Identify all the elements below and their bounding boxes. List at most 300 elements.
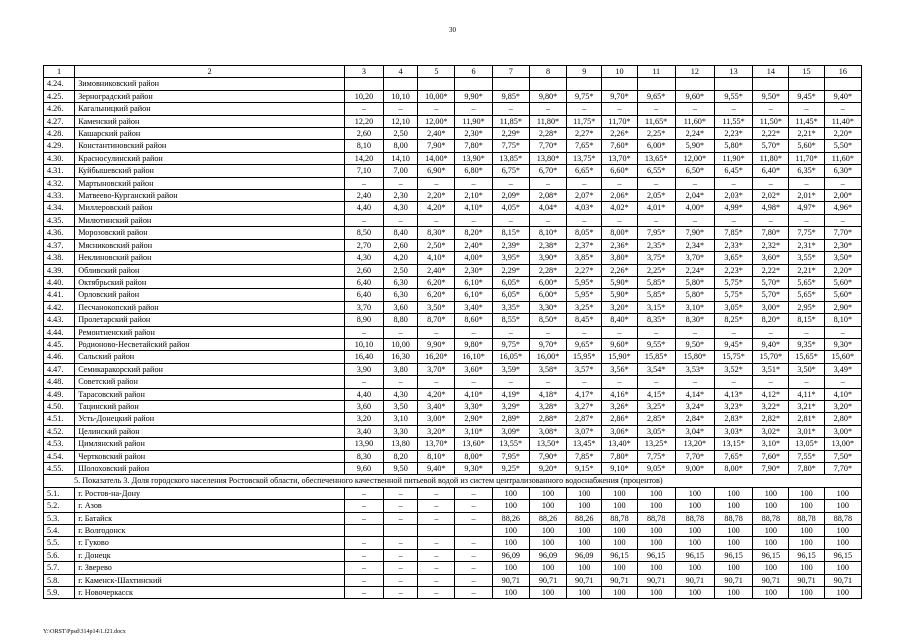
value-cell: 88,26 [492,512,529,524]
value-cell: 8,50 [344,227,383,239]
value-cell: 4,16* [602,388,637,400]
header-row [44,66,862,78]
value-cell: 11,85* [492,115,529,127]
value-cell: – [384,177,418,189]
value-cell: 3,49* [824,363,861,375]
value-cell: 9,55* [637,338,675,350]
row-number: 4.25. [44,90,75,102]
value-cell: 3,30* [455,400,492,412]
column-number-header: 12 [675,66,714,78]
value-cell: 2,27* [567,264,602,276]
value-cell: 3,50* [824,252,861,264]
value-cell: 88,78 [715,512,753,524]
row-number: 4.28. [44,128,75,140]
value-cell: 3,04* [675,425,714,437]
table-row [44,512,862,524]
row-name: Песчанокопский район [75,301,345,313]
value-cell [418,525,455,537]
value-cell: 16,10* [455,351,492,363]
value-cell: – [384,562,418,574]
value-cell: 2,30 [384,190,418,202]
row-number: 4.37. [44,239,75,251]
value-cell: 100 [602,525,637,537]
value-cell: 6,70* [529,165,566,177]
value-cell: 4,10* [418,252,455,264]
value-cell: 2,86* [602,413,637,425]
value-cell: 4,10* [824,388,861,400]
value-cell: 100 [824,525,861,537]
value-cell: 16,00* [529,351,566,363]
value-cell: 4,05* [492,202,529,214]
value-cell: – [602,376,637,388]
value-cell: 5,65* [789,276,824,288]
value-cell: – [344,549,383,561]
value-cell: 14,20 [344,152,383,164]
table-row [44,314,862,326]
value-cell: – [344,500,383,512]
value-cell: 100 [715,587,753,599]
value-cell: 6,50* [675,165,714,177]
value-cell: 6,30* [824,165,861,177]
column-number-header: 14 [753,66,789,78]
table-row [44,227,862,239]
value-cell: 100 [602,500,637,512]
row-number: 4.51. [44,413,75,425]
value-cell: – [418,376,455,388]
row-number: 4.32. [44,177,75,189]
value-cell: 11,80* [753,152,789,164]
value-cell [715,78,753,90]
value-cell: 4,20 [384,252,418,264]
table-row [44,152,862,164]
value-cell: – [567,177,602,189]
value-cell: 90,71 [753,574,789,586]
value-cell: 2,28* [529,128,566,140]
value-cell: 2,89* [492,413,529,425]
value-cell: 8,10* [418,450,455,462]
value-cell: 90,71 [529,574,566,586]
value-cell: 9,60* [675,90,714,102]
value-cell: 2,82* [753,413,789,425]
value-cell: 2,25* [637,128,675,140]
row-number: 4.30. [44,152,75,164]
value-cell: 15,85* [637,351,675,363]
table-row [44,587,862,599]
table-row [44,214,862,226]
value-cell: 7,75* [637,450,675,462]
value-cell: 8,50* [529,314,566,326]
row-name: Усть-Донецкий район [75,413,345,425]
value-cell: 3,50* [418,301,455,313]
value-cell: 3,70 [344,301,383,313]
value-cell: 3,08* [529,425,566,437]
value-cell: 11,50* [753,115,789,127]
table-row [44,90,862,102]
value-cell: 4,13* [715,388,753,400]
value-cell: 11,60* [824,152,861,164]
value-cell: 12,20 [344,115,383,127]
column-number-header: 6 [455,66,492,78]
value-cell: 15,70* [753,351,789,363]
value-cell: 100 [753,500,789,512]
value-cell: 96,09 [529,549,566,561]
value-cell: 100 [824,587,861,599]
value-cell: 3,40* [418,400,455,412]
value-cell: 5,70* [753,276,789,288]
value-cell: 7,00 [384,165,418,177]
value-cell: 15,95* [567,351,602,363]
value-cell: 2,39* [492,239,529,251]
value-cell: – [384,500,418,512]
table-row [44,549,862,561]
value-cell: 100 [824,500,861,512]
row-number: 4.35. [44,214,75,226]
value-cell: 10,20 [344,90,383,102]
value-cell: 4,96* [824,202,861,214]
value-cell: 4,11* [789,388,824,400]
value-cell: 90,71 [637,574,675,586]
value-cell: 4,30 [384,202,418,214]
value-cell: 13,40* [602,438,637,450]
value-cell: 7,90* [418,140,455,152]
value-cell: 2,80* [824,413,861,425]
value-cell: 11,90* [455,115,492,127]
value-cell: – [384,487,418,499]
row-number: 5.5. [44,537,75,549]
value-cell [602,78,637,90]
row-number: 4.53. [44,438,75,450]
value-cell: 16,20* [418,351,455,363]
column-number-header: 2 [75,66,345,78]
value-cell: 2,90* [824,301,861,313]
value-cell: 4,30 [384,388,418,400]
column-number-header: 4 [384,66,418,78]
value-cell: 5,85* [637,289,675,301]
value-cell: 3,35* [492,301,529,313]
value-cell: – [789,214,824,226]
row-name: Матвеево-Курганский район [75,190,345,202]
value-cell [675,78,714,90]
value-cell: 13,45* [567,438,602,450]
value-cell: – [529,376,566,388]
value-cell [455,525,492,537]
value-cell: – [455,587,492,599]
value-cell: – [753,177,789,189]
value-cell: 3,00* [418,413,455,425]
value-cell: 8,00* [715,463,753,475]
value-cell: 9,75* [492,338,529,350]
value-cell: 9,00* [675,463,714,475]
column-number-header: 11 [637,66,675,78]
value-cell: – [715,214,753,226]
value-cell: 100 [567,587,602,599]
value-cell: 3,54* [637,363,675,375]
value-cell: 11,40* [824,115,861,127]
value-cell: 13,25* [637,438,675,450]
value-cell: 8,40 [384,227,418,239]
column-number-header: 16 [824,66,861,78]
value-cell: 4,40 [344,202,383,214]
value-cell: 2,50* [418,239,455,251]
value-cell: 4,00* [675,202,714,214]
value-cell: 3,20* [418,425,455,437]
value-cell: 10,00 [384,338,418,350]
value-cell: – [753,376,789,388]
value-cell: 9,65* [567,338,602,350]
value-cell: 100 [637,587,675,599]
value-cell: 100 [824,487,861,499]
value-cell: – [344,562,383,574]
value-cell: 8,90 [344,314,383,326]
row-number: 5.8. [44,574,75,586]
value-cell: 7,50* [824,450,861,462]
value-cell: 100 [789,525,824,537]
value-cell: 2,40* [418,128,455,140]
value-cell: – [418,549,455,561]
table-row [44,400,862,412]
value-cell: – [418,500,455,512]
value-cell: 2,26* [602,128,637,140]
value-cell: 6,30 [384,276,418,288]
value-cell: – [418,512,455,524]
value-cell: 5,65* [789,289,824,301]
value-cell: 8,20* [455,227,492,239]
value-cell: – [344,177,383,189]
value-cell: 6,75* [492,165,529,177]
row-name: г. Новочеркасск [75,587,345,599]
value-cell: – [384,103,418,115]
value-cell: 3,85* [567,252,602,264]
value-cell: 4,17* [567,388,602,400]
value-cell: 7,80* [789,463,824,475]
value-cell: – [384,574,418,586]
row-name: г. Волгодонск [75,525,345,537]
value-cell [789,78,824,90]
value-cell: 100 [602,587,637,599]
row-number: 4.38. [44,252,75,264]
value-cell: 3,03* [715,425,753,437]
row-name: г. Азов [75,500,345,512]
row-name: Шолоховский район [75,463,345,475]
table-row [44,276,862,288]
value-cell: – [675,103,714,115]
value-cell: 5,70* [753,289,789,301]
value-cell: 2,70 [344,239,383,251]
table-row [44,338,862,350]
row-name: Тарасовский район [75,388,345,400]
value-cell [824,78,861,90]
value-cell: – [492,214,529,226]
value-cell: 2,24* [675,264,714,276]
value-cell: – [637,326,675,338]
table-row [44,574,862,586]
value-cell: 2,50 [384,264,418,276]
row-name: Пролетарский район [75,314,345,326]
value-cell: 2,20* [418,190,455,202]
value-cell: 9,20* [529,463,566,475]
value-cell: 5,60* [824,276,861,288]
value-cell: 8,30* [675,314,714,326]
value-cell: 3,09* [492,425,529,437]
value-cell: 9,10* [602,463,637,475]
value-cell: – [455,326,492,338]
value-cell: 4,30 [344,252,383,264]
value-cell: 6,10* [455,289,492,301]
value-cell: 2,25* [637,264,675,276]
value-cell: 6,05* [492,289,529,301]
value-cell: 8,00* [602,227,637,239]
value-cell: 3,95* [492,252,529,264]
column-number-header: 7 [492,66,529,78]
value-cell: – [567,376,602,388]
value-cell: 2,83* [715,413,753,425]
table-row [44,363,862,375]
value-cell: 2,60 [344,264,383,276]
value-cell: 8,20* [753,314,789,326]
value-cell: 9,50 [384,463,418,475]
value-cell: 6,40 [344,289,383,301]
value-cell: 100 [675,587,714,599]
value-cell: 2,05* [637,190,675,202]
table-row [44,202,862,214]
value-cell: 7,60* [602,140,637,152]
value-cell: 9,60* [602,338,637,350]
value-cell: 8,40* [602,314,637,326]
value-cell: 3,01* [789,425,824,437]
value-cell: 3,50 [384,400,418,412]
value-cell: – [602,177,637,189]
value-cell: – [344,587,383,599]
value-cell: 96,15 [602,549,637,561]
value-cell: 4,01* [637,202,675,214]
value-cell: 11,75* [567,115,602,127]
table-row [44,413,862,425]
value-cell: 100 [789,487,824,499]
value-cell: 2,38* [529,239,566,251]
value-cell: 8,25* [715,314,753,326]
value-cell: 3,15* [637,301,675,313]
value-cell: 9,30* [455,463,492,475]
value-cell: 8,00* [455,450,492,462]
value-cell: – [344,487,383,499]
value-cell: 88,26 [529,512,566,524]
row-number: 4.39. [44,264,75,276]
value-cell: 100 [715,500,753,512]
value-cell: – [602,103,637,115]
row-number: 4.46. [44,351,75,363]
value-cell: 6,00* [637,140,675,152]
value-cell: 2,30* [455,128,492,140]
value-cell: 3,05* [715,301,753,313]
row-name: г. Ростов-на-Дону [75,487,345,499]
value-cell: 96,15 [753,549,789,561]
value-cell: 9,15* [567,463,602,475]
value-cell: – [455,177,492,189]
value-cell: 6,40 [344,276,383,288]
value-cell: 2,87* [567,413,602,425]
table-row [44,301,862,313]
row-number: 4.31. [44,165,75,177]
value-cell: – [455,214,492,226]
value-cell: 8,15* [789,314,824,326]
value-cell: 7,80* [455,140,492,152]
value-cell: 11,80* [529,115,566,127]
value-cell: 13,55* [492,438,529,450]
row-number: 4.52. [44,425,75,437]
value-cell: 3,20 [344,413,383,425]
value-cell: 13,85* [492,152,529,164]
value-cell: – [418,177,455,189]
value-cell: 96,15 [637,549,675,561]
value-cell: 2,10* [455,190,492,202]
value-cell: 3,60 [384,301,418,313]
value-cell: 9,70* [602,90,637,102]
value-cell: 3,10* [675,301,714,313]
value-cell: 9,05* [637,463,675,475]
value-cell: – [384,537,418,549]
value-cell: 2,30* [824,239,861,251]
value-cell: 100 [567,525,602,537]
value-cell: 100 [637,537,675,549]
value-cell: – [384,376,418,388]
value-cell: 15,80* [675,351,714,363]
value-cell: 88,78 [789,512,824,524]
value-cell: 88,78 [753,512,789,524]
value-cell: 5,60* [789,140,824,152]
value-cell: 100 [715,562,753,574]
table-row [44,463,862,475]
value-cell: 13,60* [455,438,492,450]
value-cell: 2,00* [824,190,861,202]
value-cell: – [637,214,675,226]
value-cell: 2,32* [753,239,789,251]
value-cell: 6,35* [789,165,824,177]
value-cell: 11,55* [715,115,753,127]
value-cell: – [675,326,714,338]
value-cell: 96,15 [789,549,824,561]
value-cell: 7,70* [824,227,861,239]
value-cell: 3,56* [602,363,637,375]
value-cell: 3,25* [637,400,675,412]
value-cell: 2,40 [344,190,383,202]
value-cell: 3,00* [824,425,861,437]
value-cell: 100 [715,525,753,537]
value-cell: 7,75* [789,227,824,239]
value-cell: 100 [824,537,861,549]
value-cell: – [789,177,824,189]
value-cell: 7,55* [789,450,824,462]
value-cell: 8,00 [384,140,418,152]
value-cell: 2,20* [824,128,861,140]
value-cell: 16,30 [384,351,418,363]
value-cell: 2,60 [344,128,383,140]
value-cell: – [344,512,383,524]
value-cell: 5,70* [753,140,789,152]
row-name: Каменский район [75,115,345,127]
value-cell: 8,10* [529,227,566,239]
row-name: Кашарский район [75,128,345,140]
value-cell: – [384,326,418,338]
row-name: Октябрьский район [75,276,345,288]
table-row [44,376,862,388]
value-cell: – [529,103,566,115]
value-cell: 3,58* [529,363,566,375]
value-cell [418,78,455,90]
value-cell: – [675,177,714,189]
row-name: Ремонтненский район [75,326,345,338]
value-cell: – [455,103,492,115]
value-cell [567,78,602,90]
